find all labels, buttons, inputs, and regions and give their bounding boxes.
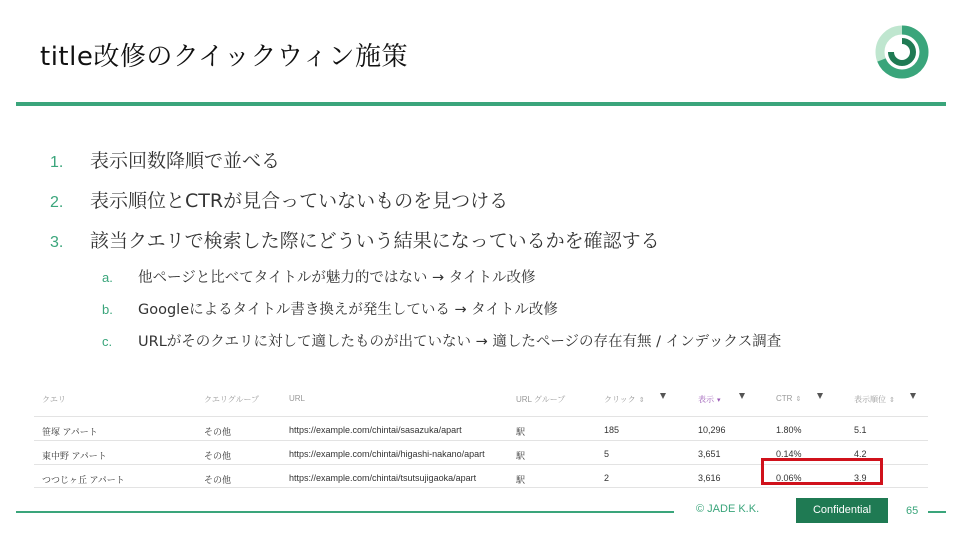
cell-impressions: 3,651 [698, 449, 721, 459]
page-number: 65 [906, 505, 919, 517]
step-text: 表示回数降順で並べる [90, 150, 281, 172]
substep-text: 他ページと比べてタイトルが魅力的ではない → タイトル改修 [138, 270, 536, 286]
substep-letter: a. [102, 270, 113, 285]
confidential-badge: Confidential [796, 498, 888, 523]
column-header-url-group[interactable]: URL グループ [516, 395, 566, 404]
cell-query: 東中野 アパート [42, 451, 107, 461]
sort-icon[interactable]: ⇕ [889, 397, 895, 404]
cell-position: 4.2 [854, 449, 867, 459]
ctr-position-highlight-box [761, 458, 883, 485]
filter-icon[interactable] [910, 393, 916, 399]
cell-url-group: 駅 [516, 427, 526, 437]
filter-icon[interactable] [739, 393, 745, 399]
substep-b [50, 298, 930, 330]
cell-position: 3.9 [854, 473, 867, 483]
step-1 [50, 146, 930, 186]
substep-letter: c. [102, 334, 113, 349]
step-text: 表示順位とCTRが見合っていないものを見つける [90, 190, 509, 212]
column-header-ctr-label: CTR [776, 394, 793, 403]
footer-divider-right [928, 511, 946, 513]
column-header-query-group[interactable]: クエリグループ [204, 395, 260, 404]
cell-url: https://example.com/chintai/higashi-nakano/apart [289, 449, 485, 459]
column-header-clicks-label: クリック [604, 395, 636, 404]
step-3 [50, 226, 930, 266]
filter-icon[interactable] [817, 393, 823, 399]
column-header-ctr[interactable] [776, 394, 801, 403]
cell-ctr: 0.06% [776, 473, 802, 483]
cell-ctr: 0.14% [776, 449, 802, 459]
cell-url: https://example.com/chintai/sasazuka/apart [289, 425, 462, 435]
cell-position: 5.1 [854, 425, 867, 435]
table-row[interactable] [34, 416, 928, 440]
substep-text: URLがそのクエリに対して適したものが出ていない → 適したページの存在有無 / インデックス調査 [138, 334, 782, 350]
column-header-position[interactable] [854, 394, 895, 405]
cell-query-group: その他 [204, 427, 232, 437]
cell-url-group: 駅 [516, 451, 526, 461]
substep-text: Googleによるタイトル書き換えが発生している → タイトル改修 [138, 302, 558, 318]
cell-query: 笹塚 アパート [42, 427, 98, 437]
cell-ctr: 1.80% [776, 425, 802, 435]
step-2 [50, 186, 930, 226]
column-header-query[interactable]: クエリ [42, 395, 66, 404]
cell-query-group: その他 [204, 475, 232, 485]
header-divider [16, 102, 946, 106]
step-number: 1. [50, 154, 64, 171]
column-header-impressions-label: 表示 [698, 395, 714, 404]
cell-clicks: 5 [604, 449, 610, 459]
slide-title: title改修のクイックウィン施策 [40, 42, 408, 72]
cell-query: つつじヶ丘 アパート [42, 475, 125, 485]
steps-list [50, 146, 930, 362]
step-text: 該当クエリで検索した際にどういう結果になっているかを確認する [90, 230, 660, 252]
sort-icon[interactable]: ⇕ [795, 396, 802, 403]
substep-letter: b. [102, 302, 113, 317]
cell-url: https://example.com/chintai/tsutsujigaoka/apart [289, 473, 477, 483]
cell-clicks: 2 [604, 473, 610, 483]
cell-query-group: その他 [204, 451, 232, 461]
table-header-row [34, 384, 928, 408]
substep-a [50, 266, 930, 298]
cell-url-group: 駅 [516, 475, 526, 485]
sort-icon[interactable]: ⇕ [638, 397, 645, 404]
step-number: 2. [50, 194, 64, 211]
cell-impressions: 10,296 [698, 425, 726, 435]
column-header-position-label: 表示順位 [854, 395, 886, 404]
sort-desc-icon[interactable]: ▾ [717, 397, 721, 404]
step-number: 3. [50, 234, 64, 251]
substep-c [50, 330, 930, 362]
filter-icon[interactable] [660, 393, 666, 399]
column-header-clicks[interactable] [604, 394, 645, 405]
cell-impressions: 3,616 [698, 473, 721, 483]
cell-clicks: 185 [604, 425, 620, 435]
ring-logo-icon [874, 24, 930, 80]
copyright-text: © JADE K.K. [696, 503, 760, 515]
column-header-url[interactable]: URL [289, 394, 306, 403]
column-header-impressions[interactable] [698, 394, 721, 405]
footer-divider [16, 511, 674, 513]
